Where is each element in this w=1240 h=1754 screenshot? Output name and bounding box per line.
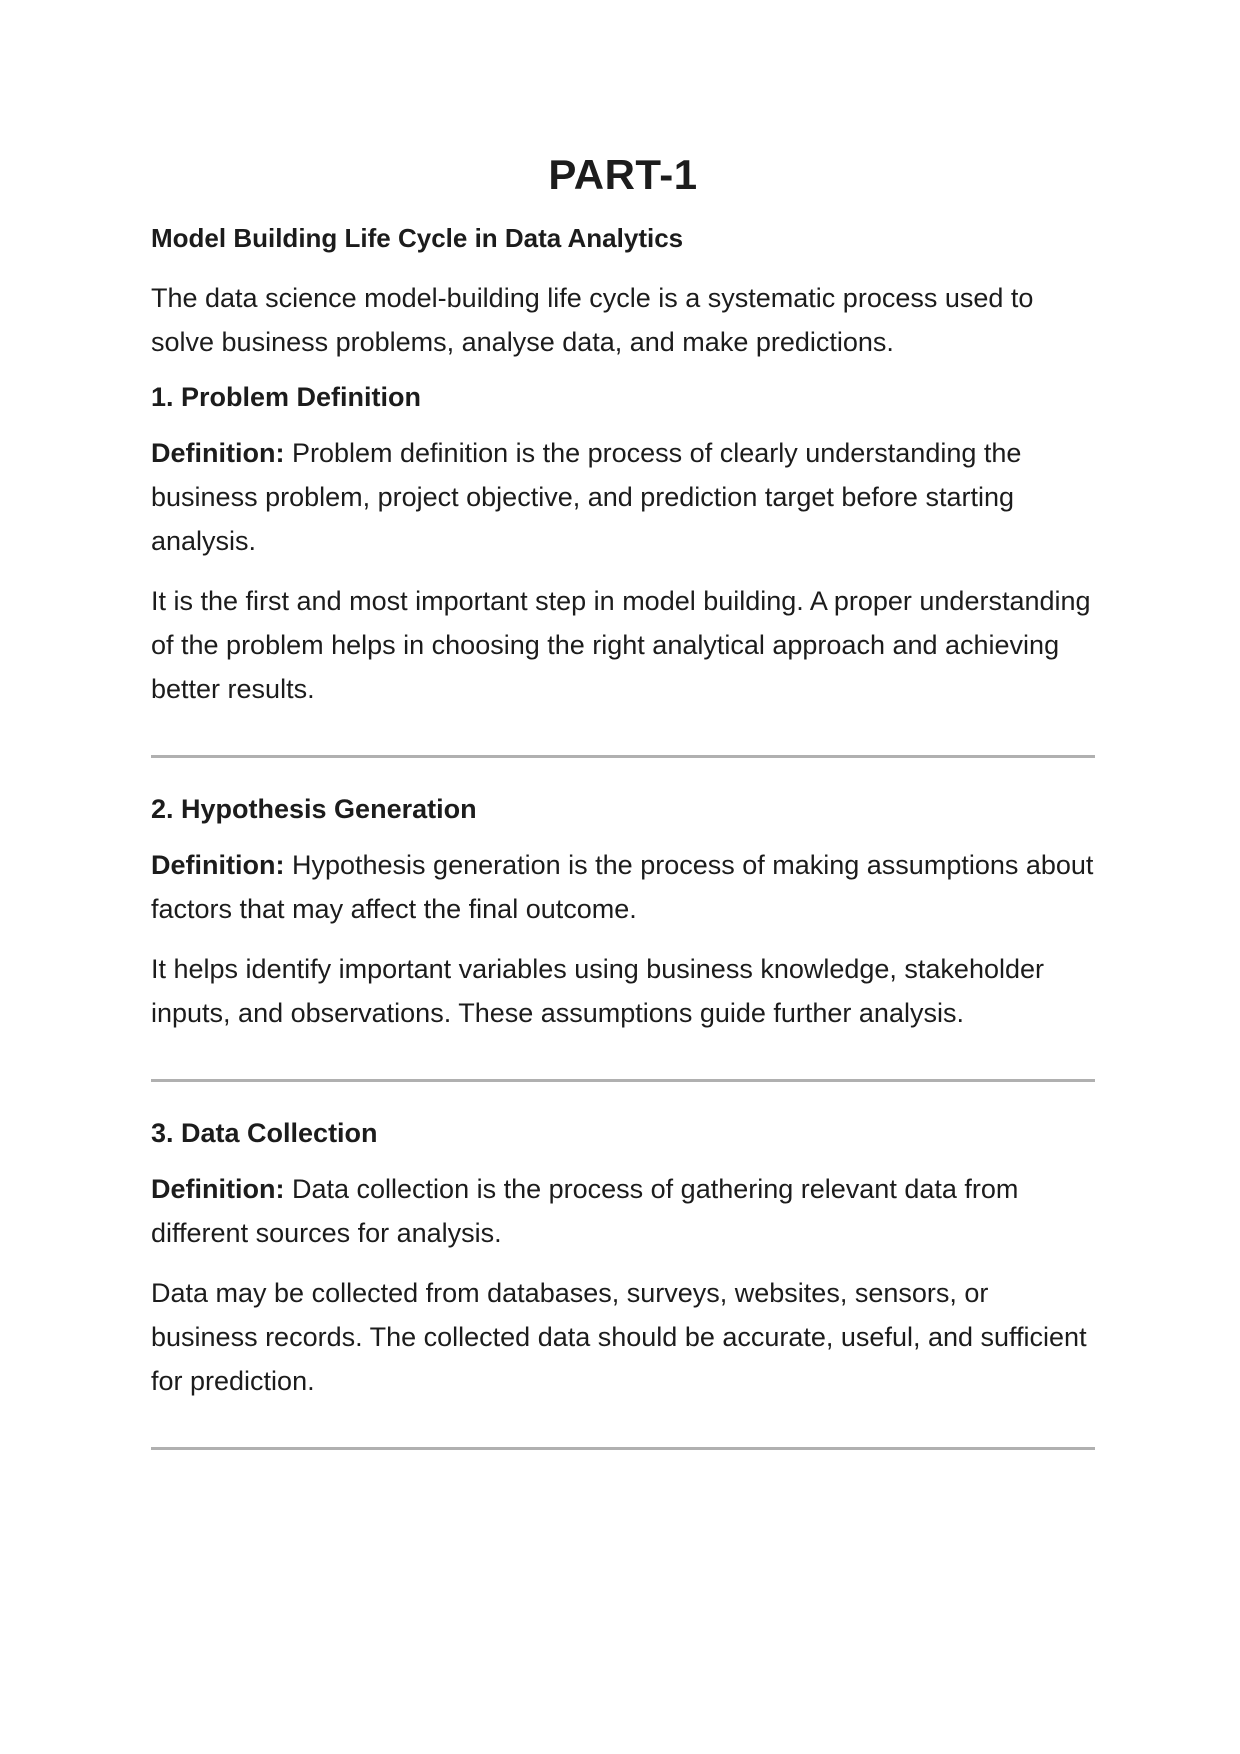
document-page	[151, 150, 1095, 1484]
section-divider	[151, 1447, 1095, 1450]
section-divider	[151, 1079, 1095, 1082]
body-paragraph: Data may be collected from databases, surveys, websites, sensors, or business records. The collected data should be accurate, useful, and sufficient for prediction.	[151, 1278, 1087, 1397]
definition-paragraph	[151, 1167, 1095, 1255]
definition-label: Definition:	[151, 438, 285, 469]
section-hypothesis-generation	[151, 792, 1095, 1082]
definition-label: Definition:	[151, 850, 285, 881]
section-heading: 2. Hypothesis Generation	[151, 794, 477, 825]
body-paragraph: It helps identify important variables using business knowledge, stakeholder inputs, and observations. These assumptions guide further analysis.	[151, 954, 1045, 1029]
page-title: PART-1	[548, 151, 698, 198]
definition-label: Definition:	[151, 1174, 285, 1205]
section-data-collection	[151, 1116, 1095, 1450]
intro-paragraph: The data science model-building life cycle is a systematic process used to solve business problems, analyse data, and make predictions.	[151, 283, 1034, 358]
definition-paragraph	[151, 843, 1095, 931]
section-divider	[151, 755, 1095, 758]
section-heading: 1. Problem Definition	[151, 382, 422, 413]
definition-text: Hypothesis generation is the process of making assumptions about factors that may affect the final outcome.	[151, 850, 1094, 925]
definition-paragraph	[151, 431, 1095, 563]
document-subtitle: Model Building Life Cycle in Data Analytics	[151, 223, 684, 254]
section-problem-definition	[151, 380, 1095, 758]
section-heading: 3. Data Collection	[151, 1118, 378, 1149]
definition-text: Problem definition is the process of clearly understanding the business problem, project objective, and prediction target before starting analysis.	[151, 438, 1022, 557]
body-paragraph: It is the first and most important step in model building. A proper understanding of the problem helps in choosing the right analytical approach and achieving better results.	[151, 586, 1091, 705]
definition-text: Data collection is the process of gathering relevant data from different sources for analysis.	[151, 1174, 1019, 1249]
